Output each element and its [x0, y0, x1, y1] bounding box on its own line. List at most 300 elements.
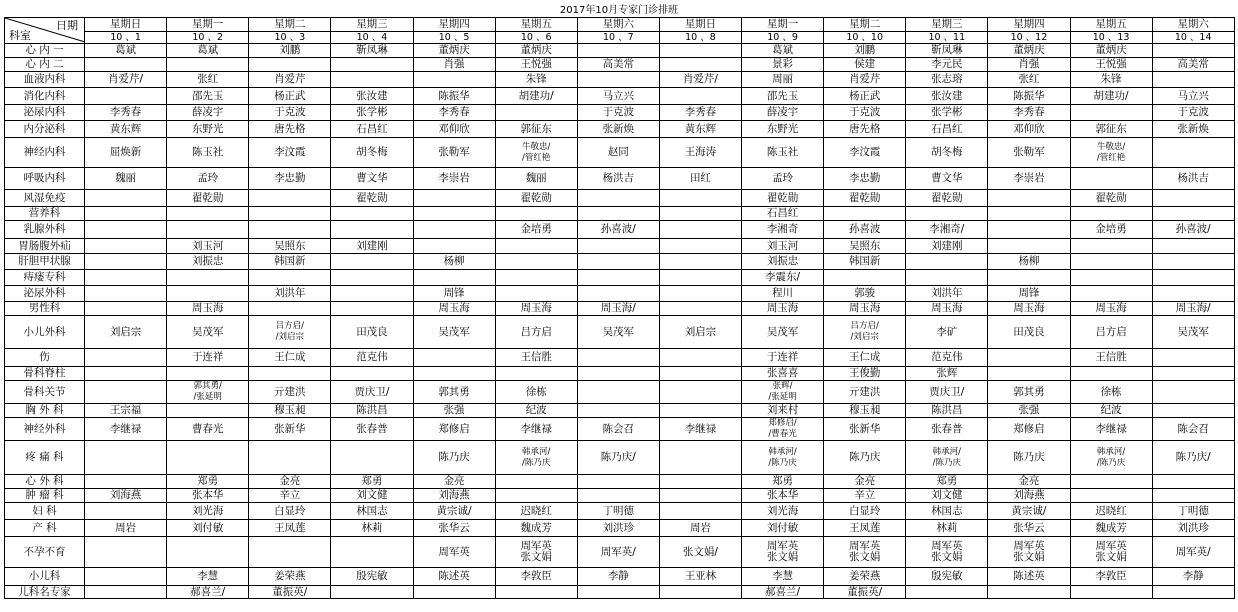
doctor-cell: 张强 — [413, 404, 495, 418]
doctor-cell: 金亮 — [413, 475, 495, 489]
doctor-cell — [659, 190, 741, 207]
doctor-name-line: 周军英 — [766, 540, 799, 552]
doctor-cell: 周军英/ — [1152, 537, 1234, 568]
doctor-cell: 金培勇 — [1070, 221, 1152, 239]
doctor-cell: 陈述英 — [988, 568, 1070, 586]
doctor-cell: 李湘奇/ — [906, 221, 988, 239]
doctor-cell: 丁明德 — [577, 503, 659, 520]
doctor-cell: 石昌红 — [331, 121, 413, 138]
doctor-cell: 于连祥 — [167, 349, 249, 367]
doctor-cell — [577, 239, 659, 254]
doctor-name-line: 韩承河/ — [1096, 446, 1126, 457]
doctor-cell: 王宗福 — [85, 404, 167, 418]
doctor-cell — [1070, 239, 1152, 254]
doctor-cell: 杨柳 — [413, 254, 495, 270]
doctor-cell: 张学彬 — [906, 105, 988, 121]
doctor-cell — [577, 270, 659, 286]
doctor-cell: 纪波 — [1070, 404, 1152, 418]
department-name: 内分泌科 — [5, 121, 85, 138]
doctor-cell — [659, 239, 741, 254]
doctor-name-line: /陈乃庆 — [522, 457, 551, 468]
doctor-cell: 刘鹏 — [249, 44, 331, 58]
doctor-cell — [1070, 286, 1152, 302]
doctor-cell: 李秀春 — [988, 105, 1070, 121]
doctor-name-line: /刘启宗 — [275, 332, 304, 342]
doctor-cell — [85, 58, 167, 72]
doctor-cell: 迟晓红 — [495, 503, 577, 520]
weekday-header: 星期三 — [906, 18, 988, 32]
doctor-cell: 白显玲 — [824, 503, 906, 520]
table-row — [5, 221, 1235, 239]
table-row — [5, 349, 1235, 367]
doctor-cell: 邓仰欣 — [413, 121, 495, 138]
doctor-cell — [167, 221, 249, 239]
doctor-cell — [906, 207, 988, 221]
doctor-cell — [659, 270, 741, 286]
doctor-cell — [85, 586, 167, 599]
doctor-cell — [85, 302, 167, 316]
department-name: 小儿科 — [5, 568, 85, 586]
doctor-cell: 刘建刚 — [906, 239, 988, 254]
doctor-name-line: 牛敬忠/ — [522, 141, 551, 152]
doctor-cell — [577, 367, 659, 381]
doctor-cell: 陈乃庆/ — [1152, 441, 1234, 475]
doctor-cell: 周玉海 — [988, 302, 1070, 316]
doctor-cell: 周军英/ — [577, 537, 659, 568]
weekday-header: 星期五 — [495, 18, 577, 32]
doctor-cell: 曹春光 — [167, 418, 249, 441]
doctor-cell — [413, 207, 495, 221]
doctor-cell — [85, 190, 167, 207]
doctor-cell — [495, 286, 577, 302]
doctor-cell: 张辉 — [906, 367, 988, 381]
doctor-cell — [742, 441, 824, 475]
doctor-cell: 李继禄 — [495, 418, 577, 441]
doctor-name-line: /张延明 — [768, 392, 797, 402]
doctor-cell: 东野光 — [742, 121, 824, 138]
doctor-cell — [1070, 138, 1152, 168]
doctor-cell: 李矿 — [906, 316, 988, 349]
doctor-cell — [1070, 254, 1152, 270]
doctor-cell: 陈振华 — [988, 88, 1070, 105]
weekday-header: 星期日 — [659, 18, 741, 32]
doctor-cell: 贾庆卫/ — [906, 381, 988, 404]
date-header: 10 、7 — [577, 32, 659, 44]
doctor-cell — [167, 537, 249, 568]
doctor-cell: 郝喜兰/ — [167, 586, 249, 599]
doctor-cell — [413, 72, 495, 88]
doctor-cell: 魏成芳 — [495, 520, 577, 537]
table-row — [5, 105, 1235, 121]
doctor-name-line: 张文娟 — [766, 551, 799, 563]
doctor-cell — [331, 586, 413, 599]
doctor-cell — [1070, 475, 1152, 489]
department-name: 心 内 二 — [5, 58, 85, 72]
doctor-cell: 周玉海 — [495, 302, 577, 316]
doctor-cell — [1152, 381, 1234, 404]
doctor-cell: 徐栋 — [1070, 381, 1152, 404]
doctor-cell: 杨柳 — [988, 254, 1070, 270]
table-row — [5, 190, 1235, 207]
doctor-cell: 范克伟 — [906, 349, 988, 367]
doctor-name-line: /张延明 — [193, 392, 222, 402]
doctor-cell: 魏丽 — [85, 168, 167, 190]
doctor-cell — [495, 254, 577, 270]
doctor-cell — [1152, 489, 1234, 503]
doctor-name-line: /刘启宗 — [850, 332, 879, 342]
doctor-cell — [331, 302, 413, 316]
doctor-cell: 张强 — [988, 404, 1070, 418]
doctor-cell: 周军英 — [413, 537, 495, 568]
department-name: 消化内科 — [5, 88, 85, 105]
doctor-cell — [495, 441, 577, 475]
doctor-cell — [906, 254, 988, 270]
doctor-cell — [1152, 72, 1234, 88]
doctor-cell: 葛斌 — [167, 44, 249, 58]
department-name: 心 内 一 — [5, 44, 85, 58]
doctor-cell — [249, 207, 331, 221]
doctor-cell: 张新华 — [249, 418, 331, 441]
table-row — [5, 367, 1235, 381]
doctor-cell: 张新焕 — [1152, 121, 1234, 138]
doctor-cell — [413, 586, 495, 599]
doctor-cell: 殷宪敏 — [331, 568, 413, 586]
doctor-cell: 王凤莲 — [249, 520, 331, 537]
doctor-cell: 李静 — [577, 568, 659, 586]
doctor-cell: 李震东/ — [742, 270, 824, 286]
doctor-cell: 孟玲 — [167, 168, 249, 190]
doctor-cell: 周岩 — [659, 520, 741, 537]
doctor-cell: 唐先格 — [824, 121, 906, 138]
doctor-name-line: 吕方启/ — [275, 321, 304, 331]
department-name: 营养科 — [5, 207, 85, 221]
page-title: 2017年10月专家门诊排班 — [559, 5, 679, 16]
doctor-cell — [659, 503, 741, 520]
doctor-cell — [495, 367, 577, 381]
doctor-cell: 周玉海 — [742, 302, 824, 316]
doctor-cell — [906, 537, 988, 568]
doctor-cell — [85, 254, 167, 270]
department-name: 疼 痛 科 — [5, 441, 85, 475]
doctor-cell: 李静 — [1152, 568, 1234, 586]
doctor-cell: 于克波 — [1152, 105, 1234, 121]
table-row — [5, 44, 1235, 58]
weekday-header: 星期一 — [167, 18, 249, 32]
doctor-cell — [577, 44, 659, 58]
doctor-cell — [577, 586, 659, 599]
doctor-cell — [1070, 441, 1152, 475]
doctor-cell: 周玉海 — [167, 302, 249, 316]
doctor-cell: 吴茂军 — [413, 316, 495, 349]
doctor-cell: 吴茂军 — [577, 316, 659, 349]
doctor-cell — [1152, 475, 1234, 489]
doctor-cell — [85, 349, 167, 367]
date-header: 10 、9 — [742, 32, 824, 44]
doctor-cell: 陈乃庆 — [988, 441, 1070, 475]
doctor-cell — [331, 221, 413, 239]
doctor-cell: 张学彬 — [331, 105, 413, 121]
doctor-cell: 陈会召 — [577, 418, 659, 441]
doctor-cell — [249, 316, 331, 349]
doctor-cell: 张勒军 — [988, 138, 1070, 168]
doctor-cell — [495, 270, 577, 286]
doctor-cell: 翟乾勋 — [495, 190, 577, 207]
doctor-cell: 王信胜 — [1070, 349, 1152, 367]
doctor-cell: 张勒军 — [413, 138, 495, 168]
doctor-cell — [906, 270, 988, 286]
doctor-cell: 翟乾勋 — [167, 190, 249, 207]
doctor-cell: 刘振忠 — [167, 254, 249, 270]
doctor-cell: 翟乾勋 — [742, 190, 824, 207]
department-name: 神经内科 — [5, 138, 85, 168]
doctor-cell: 张新华 — [824, 418, 906, 441]
doctor-cell — [85, 270, 167, 286]
doctor-cell: 周锋 — [413, 286, 495, 302]
doctor-cell: 陈乃庆 — [824, 441, 906, 475]
department-name: 骨科脊柱 — [5, 367, 85, 381]
doctor-name-line: 周军英 — [848, 540, 881, 552]
doctor-cell — [577, 489, 659, 503]
doctor-cell: 姜荣燕 — [824, 568, 906, 586]
doctor-cell — [577, 72, 659, 88]
doctor-cell: 刘付敏 — [742, 520, 824, 537]
table-row — [5, 586, 1235, 599]
doctor-name-line: 张文娟 — [520, 551, 552, 563]
doctor-cell — [659, 489, 741, 503]
date-header: 10 、4 — [331, 32, 413, 44]
doctor-cell: 李秀春 — [413, 105, 495, 121]
doctor-cell: 辛立 — [249, 489, 331, 503]
doctor-cell: 田茂良 — [988, 316, 1070, 349]
doctor-cell — [659, 367, 741, 381]
table-row — [5, 381, 1235, 404]
doctor-cell: 张新焕 — [577, 121, 659, 138]
doctor-cell — [659, 441, 741, 475]
doctor-cell — [1152, 138, 1234, 168]
doctor-cell: 金亮 — [249, 475, 331, 489]
doctor-cell: 黄宗诚/ — [413, 503, 495, 520]
doctor-cell: 董炳庆 — [988, 44, 1070, 58]
doctor-cell — [1152, 44, 1234, 58]
doctor-name-line: /管红艳 — [1096, 152, 1126, 163]
doctor-cell: 魏丽 — [495, 168, 577, 190]
doctor-cell: 陈玉社 — [167, 138, 249, 168]
doctor-cell: 于克波 — [249, 105, 331, 121]
doctor-cell: 杨正武 — [249, 88, 331, 105]
doctor-cell — [659, 88, 741, 105]
table-row — [5, 441, 1235, 475]
doctor-cell: 王亚林 — [659, 568, 741, 586]
doctor-cell — [85, 568, 167, 586]
table-row — [5, 475, 1235, 489]
doctor-cell — [742, 418, 824, 441]
doctor-name-line: /陈乃庆 — [932, 457, 961, 468]
doctor-cell — [331, 286, 413, 302]
doctor-cell — [659, 475, 741, 489]
doctor-cell — [1152, 367, 1234, 381]
doctor-cell: 刘光海 — [742, 503, 824, 520]
doctor-cell — [85, 88, 167, 105]
doctor-cell: 张红 — [988, 72, 1070, 88]
table-row — [5, 503, 1235, 520]
department-name: 泌尿外科 — [5, 286, 85, 302]
doctor-cell: 辛立 — [824, 489, 906, 503]
doctor-cell — [331, 367, 413, 381]
doctor-cell: 郭征东 — [495, 121, 577, 138]
department-name: 男性科 — [5, 302, 85, 316]
doctor-cell: 张本华 — [167, 489, 249, 503]
doctor-cell: 刘洪珍 — [577, 520, 659, 537]
doctor-cell: 邵先玉 — [742, 88, 824, 105]
table-row — [5, 121, 1235, 138]
doctor-cell: 殷宪敏 — [906, 568, 988, 586]
doctor-cell — [495, 489, 577, 503]
doctor-cell: 刘文健 — [906, 489, 988, 503]
doctor-cell — [331, 207, 413, 221]
department-name: 风湿免疫 — [5, 190, 85, 207]
doctor-cell: 郭骏 — [824, 286, 906, 302]
doctor-cell: 周玉海/ — [1152, 302, 1234, 316]
doctor-cell: 金亮 — [988, 475, 1070, 489]
doctor-cell — [167, 286, 249, 302]
weekday-header: 星期四 — [988, 18, 1070, 32]
doctor-cell: 纪波 — [495, 404, 577, 418]
doctor-cell: 刘鹏 — [824, 44, 906, 58]
doctor-name-line: 牛敬忠/ — [1096, 141, 1126, 152]
doctor-cell: 吴茂军 — [167, 316, 249, 349]
doctor-cell: 邵先玉 — [167, 88, 249, 105]
date-header: 10 、5 — [413, 32, 495, 44]
doctor-cell: 王悦强 — [1070, 58, 1152, 72]
doctor-cell — [988, 190, 1070, 207]
doctor-cell: 郑修启 — [988, 418, 1070, 441]
doctor-cell: 郑勇 — [167, 475, 249, 489]
doctor-cell: 徐栋 — [495, 381, 577, 404]
doctor-cell: 高美常 — [1152, 58, 1234, 72]
doctor-cell: 田红 — [659, 168, 741, 190]
doctor-cell — [331, 537, 413, 568]
date-header: 10 、1 — [85, 32, 167, 44]
doctor-cell — [249, 58, 331, 72]
doctor-cell — [824, 207, 906, 221]
weekday-header: 星期一 — [742, 18, 824, 32]
doctor-cell — [413, 239, 495, 254]
doctor-cell: 张志瑢 — [906, 72, 988, 88]
doctor-cell — [659, 286, 741, 302]
doctor-cell: 翟乾勋 — [824, 190, 906, 207]
doctor-cell — [495, 138, 577, 168]
doctor-cell: 王俊勤 — [824, 367, 906, 381]
doctor-name-line: 张辉/ — [772, 381, 793, 391]
doctor-cell — [249, 221, 331, 239]
doctor-cell: 吴茂军 — [742, 316, 824, 349]
doctor-cell: 胡冬梅 — [331, 138, 413, 168]
doctor-cell — [331, 441, 413, 475]
doctor-cell: 亓建洪 — [249, 381, 331, 404]
doctor-cell — [659, 586, 741, 599]
doctor-cell: 张红 — [167, 72, 249, 88]
doctor-cell: 张汝建 — [331, 88, 413, 105]
doctor-cell: 刘洪年 — [906, 286, 988, 302]
doctor-cell: 丁明德 — [1152, 503, 1234, 520]
doctor-cell: 李元民 — [906, 58, 988, 72]
doctor-cell — [85, 441, 167, 475]
doctor-cell: 张华云 — [413, 520, 495, 537]
doctor-cell — [1152, 404, 1234, 418]
doctor-cell: 程川 — [742, 286, 824, 302]
doctor-cell: 郭其勇 — [988, 381, 1070, 404]
doctor-cell: 陈乃庆 — [413, 441, 495, 475]
doctor-cell — [659, 349, 741, 367]
doctor-cell: 翟乾勋 — [1070, 190, 1152, 207]
doctor-cell: 郑勇 — [742, 475, 824, 489]
weekday-header: 星期五 — [1070, 18, 1152, 32]
doctor-name-line: 韩承河/ — [522, 446, 551, 457]
doctor-name-line: 郭其勇/ — [193, 381, 222, 391]
doctor-cell: 韩国新 — [249, 254, 331, 270]
doctor-cell — [1070, 537, 1152, 568]
doctor-cell: 王仁成 — [249, 349, 331, 367]
doctor-cell — [1152, 207, 1234, 221]
department-name: 痔瘘专科 — [5, 270, 85, 286]
doctor-cell: 吴照东 — [824, 239, 906, 254]
doctor-cell — [577, 475, 659, 489]
doctor-cell: 马立兴 — [1152, 88, 1234, 105]
date-header: 10 、2 — [167, 32, 249, 44]
doctor-cell: 姜荣燕 — [249, 568, 331, 586]
doctor-cell: 李汶霞 — [249, 138, 331, 168]
doctor-cell: 郑勇 — [331, 475, 413, 489]
doctor-cell: 迟晓红 — [1070, 503, 1152, 520]
doctor-cell: 林莉 — [331, 520, 413, 537]
doctor-cell: 曹文华 — [906, 168, 988, 190]
doctor-name-line: 郑修启/ — [768, 418, 797, 428]
doctor-cell: 王信胜 — [495, 349, 577, 367]
doctor-cell — [331, 270, 413, 286]
doctor-cell: 周丽 — [742, 72, 824, 88]
doctor-cell: 景彩 — [742, 58, 824, 72]
doctor-cell: 靳凤琳 — [906, 44, 988, 58]
doctor-cell: 李继禄 — [1070, 418, 1152, 441]
doctor-cell: 王仁成 — [824, 349, 906, 367]
doctor-cell: 王悦强 — [495, 58, 577, 72]
doctor-cell: 张文娟/ — [659, 537, 741, 568]
table-row — [5, 404, 1235, 418]
date-header: 10 、10 — [824, 32, 906, 44]
department-name: 神经外科 — [5, 418, 85, 441]
date-header: 10 、12 — [988, 32, 1070, 44]
department-name: 肝胆甲状腺 — [5, 254, 85, 270]
doctor-cell — [577, 404, 659, 418]
doctor-cell — [249, 537, 331, 568]
date-header: 10 、3 — [249, 32, 331, 44]
doctor-cell: 李忠勤 — [824, 168, 906, 190]
doctor-cell — [824, 270, 906, 286]
doctor-cell: 陈洪昌 — [331, 404, 413, 418]
doctor-cell: 张喜喜 — [742, 367, 824, 381]
doctor-cell: 孟玲 — [742, 168, 824, 190]
doctor-cell: 邓仰欣 — [988, 121, 1070, 138]
doctor-cell: 郑修启 — [413, 418, 495, 441]
doctor-cell: 朱锋 — [495, 72, 577, 88]
doctor-name-line: 周军英 — [1095, 540, 1127, 552]
doctor-cell — [1070, 168, 1152, 190]
table-row — [5, 286, 1235, 302]
doctor-cell: 周锋 — [988, 286, 1070, 302]
doctor-name-line: 张文娟 — [1095, 551, 1127, 563]
doctor-cell: 李慧 — [167, 568, 249, 586]
doctor-cell: 赵同 — [577, 138, 659, 168]
